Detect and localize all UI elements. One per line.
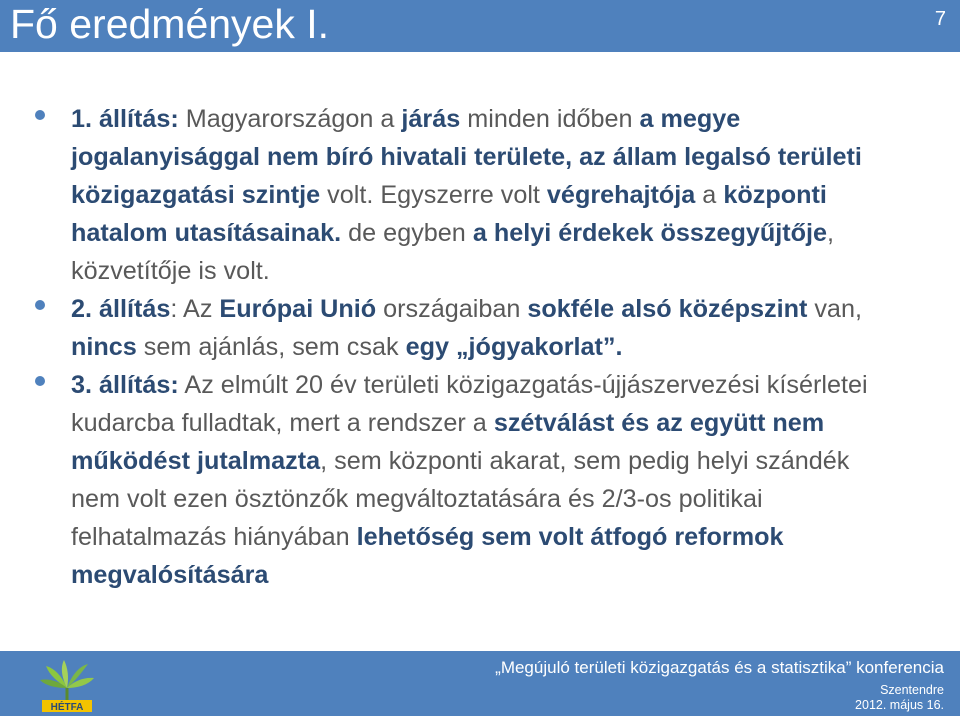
bullet-text	[71, 105, 862, 285]
text-segment: a	[695, 181, 724, 209]
bold-text-segment: szétválást és az együtt nem működést jutalmazta	[71, 409, 825, 475]
text-segment: de egyben	[341, 219, 473, 247]
text-segment: Magyarországon a	[178, 105, 402, 133]
bold-text-segment: központi hatalom utasításainak.	[71, 181, 827, 247]
text-segment: országaiban	[376, 295, 528, 323]
bold-text-segment: Európai Unió	[219, 295, 377, 323]
bold-text-segment: egy „jógyakorlat”.	[405, 333, 623, 361]
title-bar	[0, 0, 960, 52]
bold-text-segment: 2. állítás	[71, 295, 171, 323]
footer-conference: „Megújuló területi közigazgatás és a statisztika” konferencia	[495, 658, 944, 677]
text-segment: , közvetítője is volt.	[71, 219, 835, 285]
logo-text: HÉTFA	[50, 702, 84, 713]
text-segment: : Az	[170, 295, 220, 323]
hetfa-logo-icon	[36, 658, 98, 714]
bold-text-segment: 1. állítás:	[71, 105, 179, 133]
bullet-item-1	[0, 100, 960, 290]
slide-title: Fő eredmények I.	[10, 1, 330, 47]
slide-number: 7	[934, 8, 946, 30]
text-segment: minden időben	[460, 105, 640, 133]
bullet-item-2	[0, 290, 960, 366]
footer-place: Szentendre	[880, 683, 944, 697]
bullet-dot-icon	[35, 300, 45, 310]
bullet-dot-icon	[35, 110, 45, 120]
bullet-text	[71, 371, 868, 589]
bullet-text	[71, 295, 862, 361]
bold-text-segment: nincs	[71, 333, 137, 361]
bold-text-segment: sokféle alsó középszint	[527, 295, 808, 323]
bold-text-segment: járás	[401, 105, 461, 133]
bold-text-segment: a helyi érdekek összegyűjtője	[472, 219, 828, 247]
bold-text-segment: lehetőség sem volt átfogó reformok megvalósítására	[71, 523, 784, 589]
bullet-dot-icon	[35, 376, 45, 386]
bullet-list	[0, 100, 960, 594]
text-segment: volt. Egyszerre volt	[320, 181, 547, 209]
bullet-item-3	[0, 366, 960, 594]
bold-text-segment: 3. állítás:	[71, 371, 179, 399]
bold-text-segment: a megye jogalanyisággal nem bíró hivatali területe, az állam legalsó területi közigazgatási szintje	[71, 105, 862, 209]
bold-text-segment: végrehajtója	[546, 181, 696, 209]
text-segment: , sem központi akarat, sem pedig helyi szándék nem volt ezen ösztönzők megváltoztatására és 2/3-os politikai felhatalmazás hiányában	[71, 447, 850, 551]
text-segment: van,	[807, 295, 862, 323]
text-segment: sem ajánlás, sem csak	[136, 333, 406, 361]
text-segment: Az elmúlt 20 év területi közigazgatás-újjászervezési kísérletei kudarcba fulladtak, mert a rendszer a	[71, 371, 868, 437]
footer-date: 2012. május 16.	[855, 698, 944, 712]
